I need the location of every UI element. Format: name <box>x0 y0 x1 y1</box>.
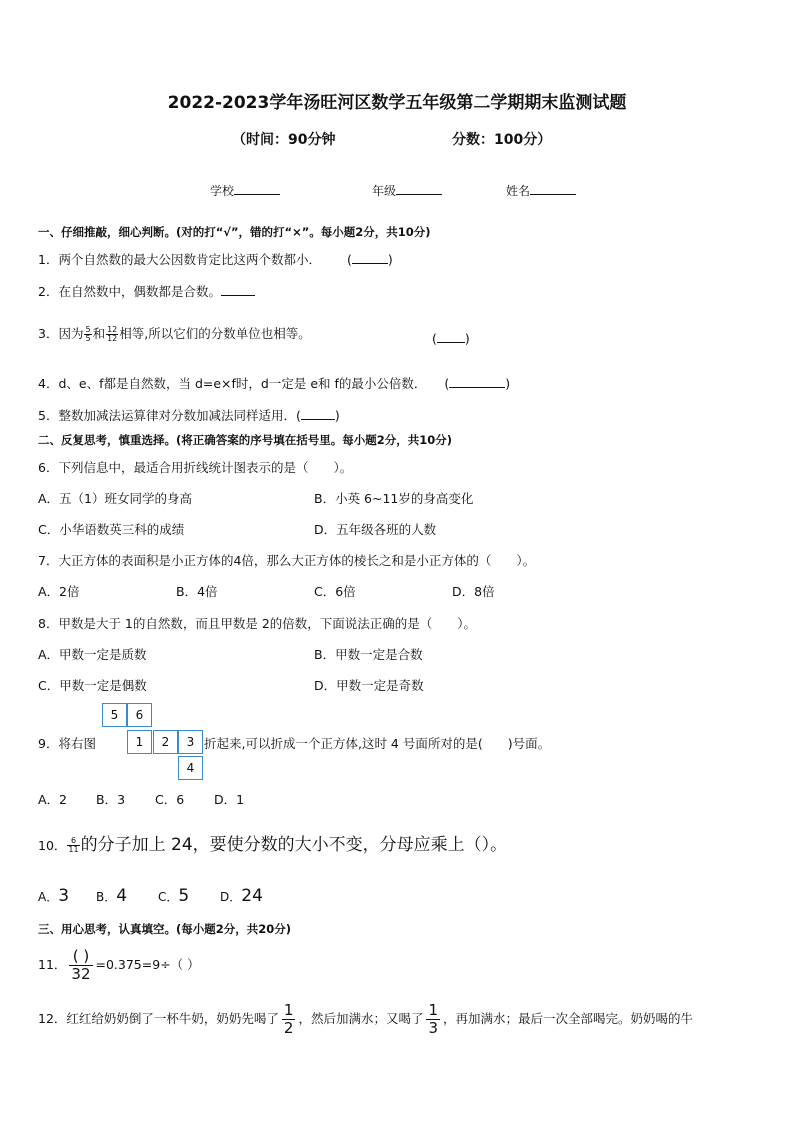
exam-score: 分数：100分） <box>452 132 552 148</box>
q5-number: 5． <box>38 408 59 423</box>
q10-f-num: 6 <box>67 837 79 846</box>
name-blank[interactable] <box>530 182 576 195</box>
q4-paren-open: ( <box>444 376 450 391</box>
q12-part-1: 红红给奶奶倒了一杯牛奶，奶奶先喝了 <box>66 1011 279 1026</box>
q7-option-d[interactable]: D．8倍 <box>452 584 495 599</box>
name-field[interactable] <box>506 182 576 199</box>
q8-option-c[interactable]: C．甲数一定是偶数 <box>38 678 147 693</box>
q10-fraction <box>67 837 79 854</box>
q3-f1-den: 5 <box>85 334 91 343</box>
q5-answer-blank[interactable] <box>301 406 335 420</box>
net-cell-5: 5 <box>102 703 127 727</box>
q8-option-a[interactable]: A．甲数一定是质数 <box>38 647 147 662</box>
q7-number: 7． <box>38 553 59 568</box>
net-cell-1: 1 <box>127 730 152 754</box>
q1-answer-blank[interactable] <box>352 250 388 264</box>
q11-f-num[interactable]: ( ) <box>69 948 92 966</box>
q10-number: 10． <box>38 838 67 853</box>
q3-f2-den: 12 <box>107 334 118 343</box>
question-4 <box>38 374 510 392</box>
q9-option-a[interactable]: A．2 <box>38 792 68 807</box>
net-cell-4: 4 <box>178 756 203 780</box>
q3-paren-open: ( <box>432 331 437 346</box>
q6-text: 下列信息中，最适合用折线统计图表示的是（ ）。 <box>58 460 353 475</box>
q8-number: 8． <box>38 616 59 631</box>
question-8 <box>38 614 476 632</box>
q1-text: 两个自然数的最大公因数肯定比这两个数都小． <box>58 252 321 267</box>
q2-number: 2． <box>38 284 59 299</box>
question-12 <box>38 1002 693 1037</box>
question-10 <box>38 830 507 855</box>
q4-paren-close: ) <box>505 376 511 391</box>
q1-paren-open: ( <box>346 252 352 267</box>
q3-post: 相等,所以它们的分数单位也相等。 <box>119 326 311 341</box>
q7-option-a[interactable]: A．2倍 <box>38 584 80 599</box>
q11-f-den: 32 <box>71 965 91 983</box>
section-1-heading: 一、仔细推敲，细心判断。(对的打“√”，错的打“×”。每小题2分，共10分) <box>38 225 431 239</box>
question-9 <box>38 734 96 752</box>
q10-text: 的分子加上 24，要使分数的大小不变，分母应乘上（）。 <box>80 835 508 855</box>
q3-answer <box>432 329 470 346</box>
q3-fraction-1 <box>84 326 91 343</box>
q12-f2-den: 3 <box>428 1019 439 1037</box>
grade-label: 年级 <box>372 184 397 198</box>
question-1 <box>38 250 393 268</box>
q10-option-d-letter: D． <box>220 890 242 904</box>
q12-part-2: ，然后加满水；又喝了 <box>298 1011 424 1026</box>
q9-post: 折起来,可以折成一个正方体,这时 4 号面所对的是( )号面。 <box>204 736 551 751</box>
net-cell-6: 6 <box>127 703 152 727</box>
q10-option-a-value: 3 <box>58 886 70 906</box>
q7-text: 大正方体的表面积是小正方体的4倍，那么大正方体的棱长之和是小正方体的（ ）。 <box>58 553 536 568</box>
q10-option-b[interactable] <box>96 886 127 906</box>
q2-answer-blank[interactable] <box>221 282 255 296</box>
question-7 <box>38 551 535 569</box>
q12-part-3: ，再加满水；最后一次全部喝完。奶奶喝的牛 <box>443 1011 694 1026</box>
q5-paren-open: ( <box>295 408 301 423</box>
question-2 <box>38 282 255 300</box>
q12-fraction-2 <box>426 1002 440 1037</box>
q11-fraction <box>69 948 92 983</box>
q11-text: =0.375=9÷（ ） <box>95 957 200 972</box>
cube-net-diagram <box>102 703 206 781</box>
q10-option-c-value: 5 <box>178 886 190 906</box>
question-3 <box>38 324 311 343</box>
q4-answer-blank[interactable] <box>449 374 505 388</box>
q10-option-d-value: 24 <box>241 886 263 906</box>
q12-fraction-1 <box>282 1002 296 1037</box>
q6-option-a[interactable]: A．五（1）班女同学的身高 <box>38 491 193 506</box>
q3-f2-num: 12 <box>107 325 118 334</box>
q10-option-b-letter: B． <box>96 890 117 904</box>
q12-f2-num: 1 <box>428 1001 439 1019</box>
q6-option-d[interactable]: D．五年级各班的人数 <box>314 522 437 537</box>
school-field[interactable] <box>210 182 280 199</box>
q7-option-b[interactable]: B．4倍 <box>176 584 218 599</box>
q3-f1-num: 5 <box>85 325 91 334</box>
q9-option-d[interactable]: D．1 <box>214 792 245 807</box>
name-label: 姓名 <box>506 184 531 198</box>
q8-option-b[interactable]: B．甲数一定是合数 <box>314 647 423 662</box>
q10-option-d[interactable] <box>220 886 263 906</box>
q3-answer-blank[interactable] <box>437 329 465 343</box>
section-3-heading: 三、用心思考，认真填空。(每小题2分，共20分) <box>38 922 292 936</box>
q9-option-c[interactable]: C．6 <box>155 792 185 807</box>
q4-text: d、e、f都是自然数，当 d=e×f时，d一定是 e和 f的最小公倍数． <box>58 376 427 391</box>
q6-option-b[interactable]: B．小英 6~11岁的身高变化 <box>314 491 474 506</box>
q11-number: 11． <box>38 957 67 972</box>
q12-number: 12． <box>38 1011 67 1026</box>
question-6 <box>38 458 352 476</box>
q10-option-a-letter: A． <box>38 890 59 904</box>
section-2-heading: 二、反复思考，慎重选择。(将正确答案的序号填在括号里。每小题2分，共10分) <box>38 433 453 447</box>
q9-number: 9． <box>38 736 59 751</box>
q5-text: 整数加减法运算律对分数加减法同样适用． <box>58 408 296 423</box>
q3-pre: 因为 <box>58 326 84 341</box>
q12-f1-den: 2 <box>283 1019 294 1037</box>
net-cell-3: 3 <box>178 730 203 754</box>
q12-f1-num: 1 <box>283 1001 294 1019</box>
q10-option-c[interactable] <box>158 886 189 906</box>
q10-option-b-value: 4 <box>116 886 128 906</box>
q1-number: 1． <box>38 252 59 267</box>
q3-paren-close: ) <box>464 331 470 346</box>
q10-f-den: 11 <box>68 845 79 854</box>
q6-option-c[interactable]: C．小华语数英三科的成绩 <box>38 522 185 537</box>
grade-field[interactable] <box>372 182 442 199</box>
q3-number: 3． <box>38 326 59 341</box>
q8-text: 甲数是大于 1的自然数，而且甲数是 2的倍数，下面说法正确的是（ ）。 <box>58 616 477 631</box>
school-blank[interactable] <box>234 182 280 195</box>
q3-fraction-2 <box>106 326 118 343</box>
net-cell-2: 2 <box>153 730 178 754</box>
grade-blank[interactable] <box>396 182 442 195</box>
q4-number: 4． <box>38 376 59 391</box>
q10-option-a[interactable] <box>38 886 69 906</box>
q9-pre: 将右图 <box>58 736 96 751</box>
exam-time: （时间：90分钟 <box>232 132 336 148</box>
q5-paren-close: ) <box>334 408 340 423</box>
q1-paren-close: ) <box>387 252 393 267</box>
q7-option-c[interactable]: C．6倍 <box>314 584 356 599</box>
q2-text: 在自然数中，偶数都是合数。 <box>58 284 221 299</box>
school-label: 学校 <box>210 184 235 198</box>
q9-option-b[interactable]: B．3 <box>96 792 126 807</box>
q8-option-d[interactable]: D．甲数一定是奇数 <box>314 678 424 693</box>
question-11 <box>38 948 200 983</box>
page-title: 2022-2023学年汤旺河区数学五年级第二学期期末监测试题 <box>167 93 627 113</box>
q6-number: 6． <box>38 460 59 475</box>
q3-mid: 和 <box>92 326 106 341</box>
q10-option-c-letter: C． <box>158 890 179 904</box>
question-5 <box>38 406 340 424</box>
